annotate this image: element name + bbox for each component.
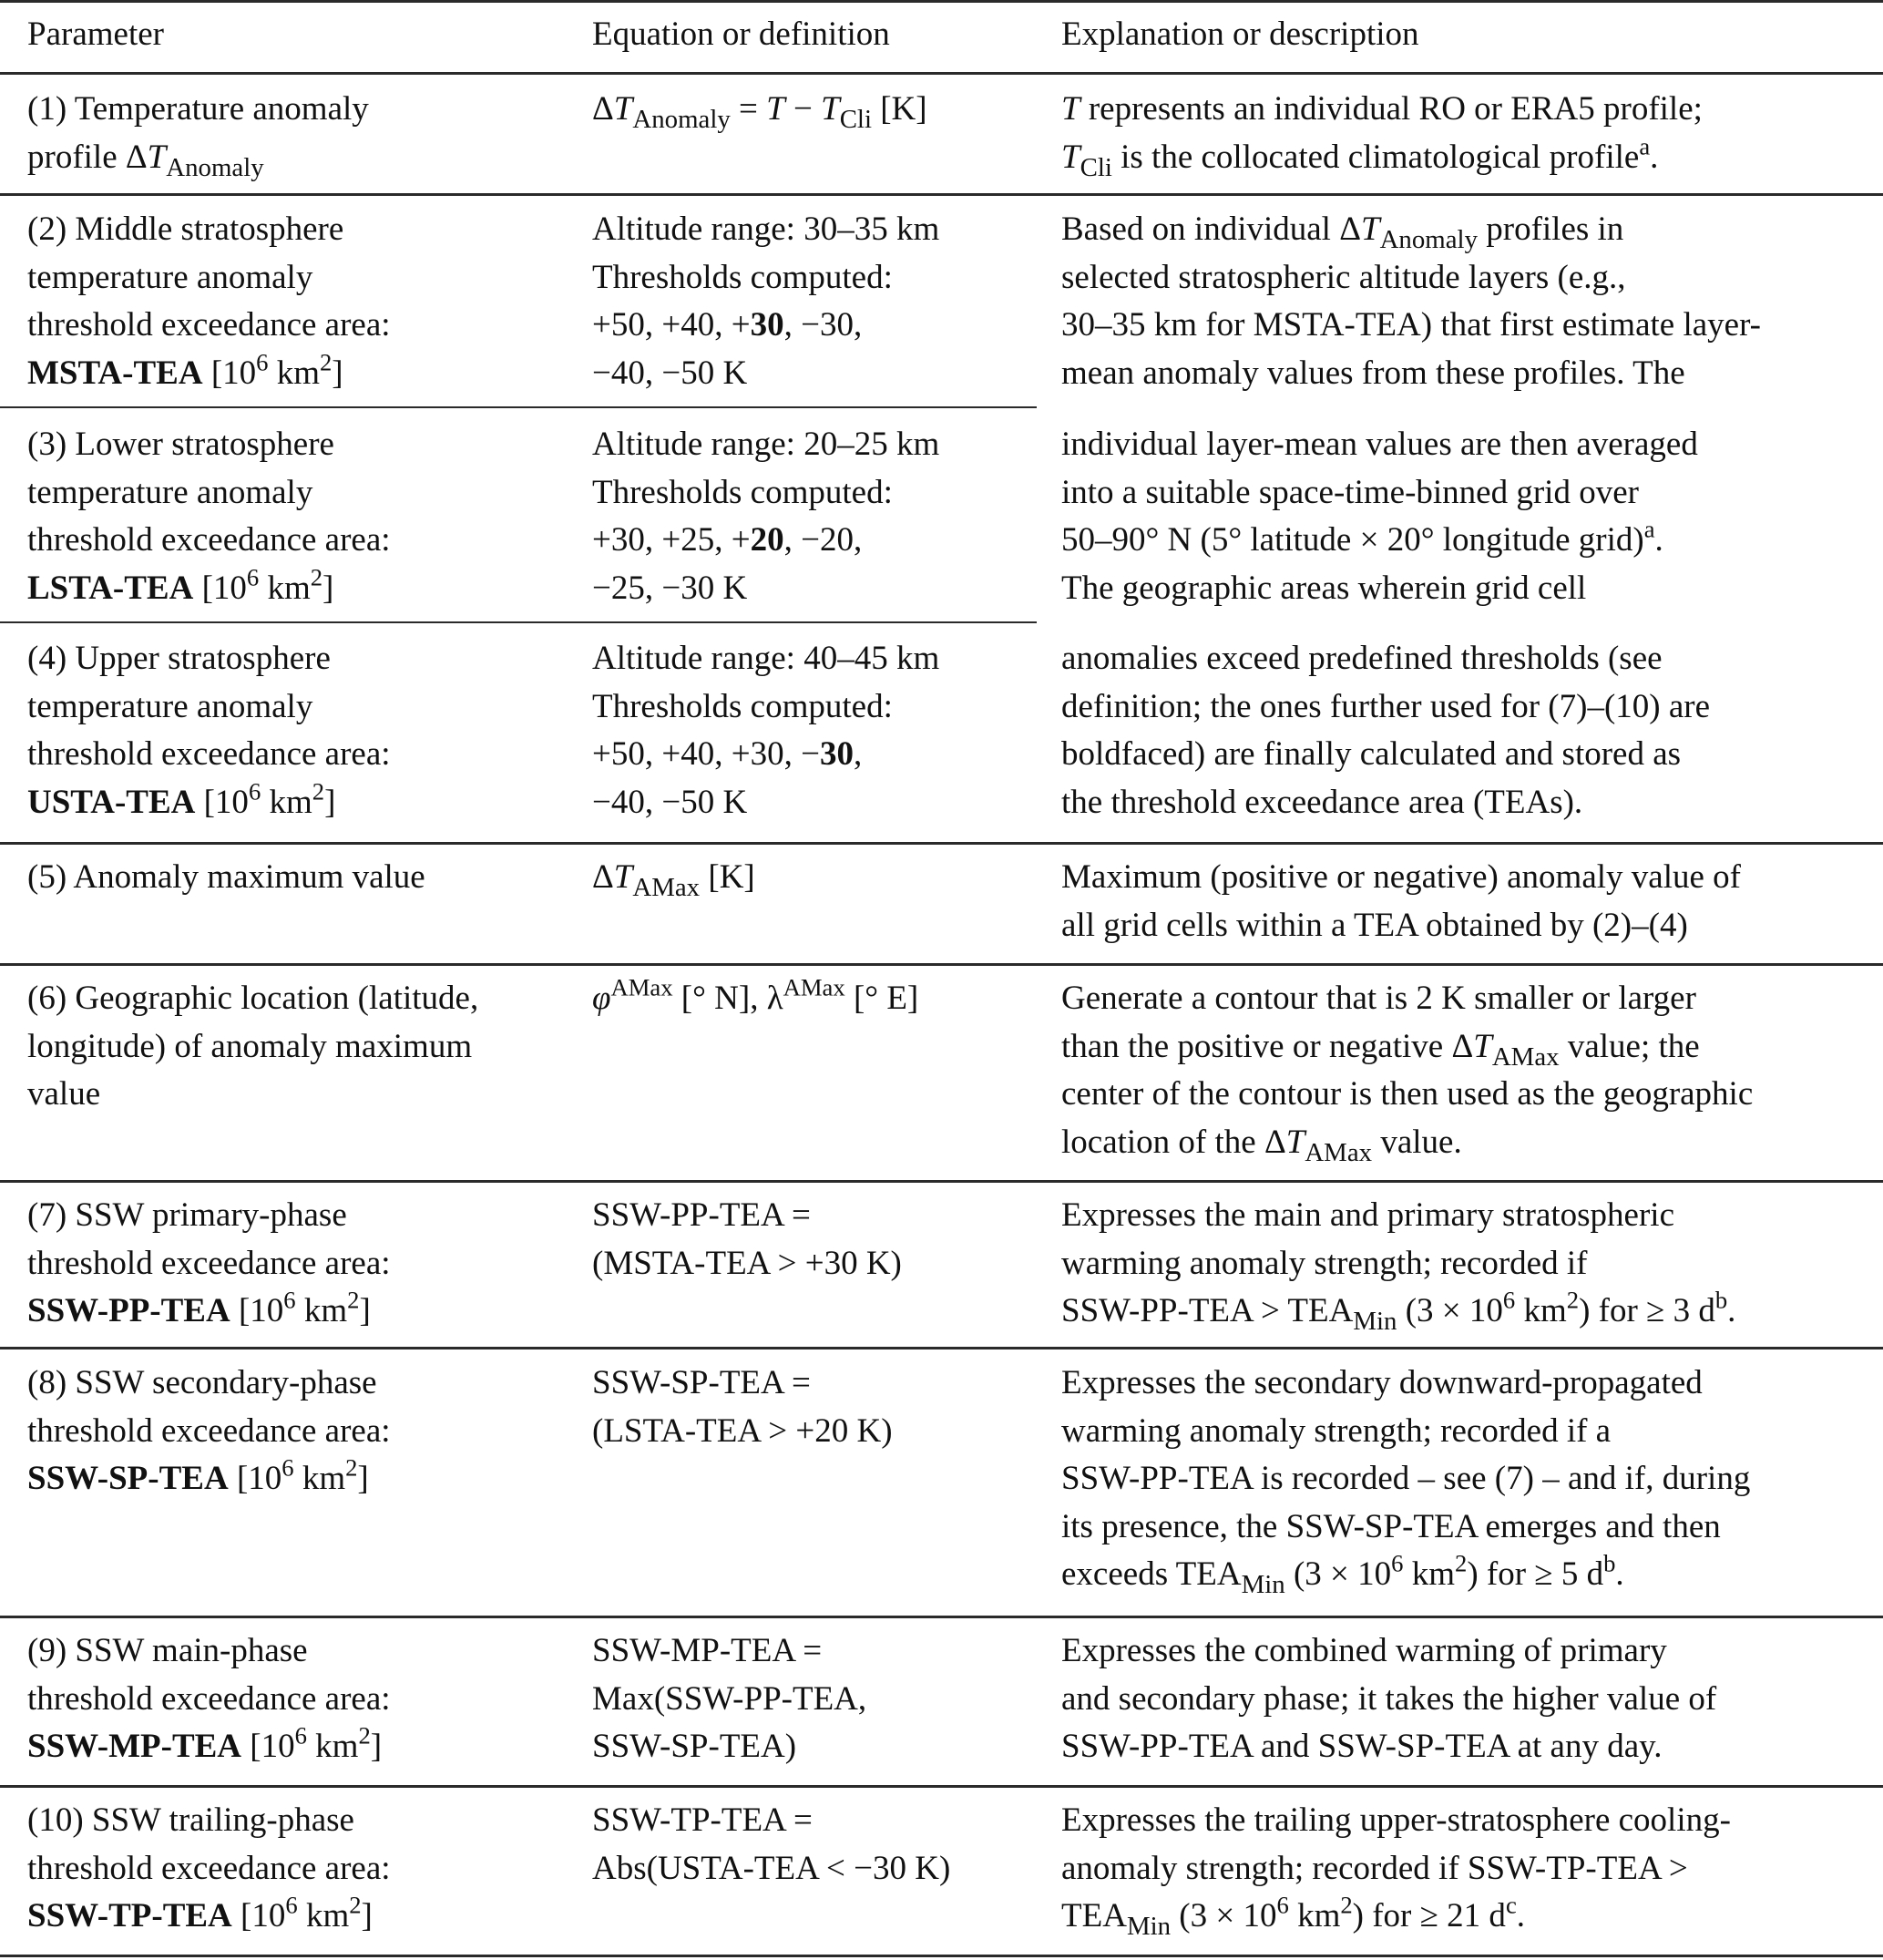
symbol-t: T (1473, 1027, 1492, 1065)
text-line: −40, −50 K (592, 354, 748, 392)
text-line: SSW-MP-TEA = (592, 1632, 823, 1669)
text-line (27, 776, 391, 827)
text-line (592, 731, 939, 779)
unit: km (268, 354, 320, 392)
text: value. (1372, 1123, 1462, 1161)
parameter-abbreviation: SSW-SP-TEA (27, 1460, 229, 1497)
unit: ] (361, 1897, 373, 1934)
subscript: AMax (1491, 1042, 1560, 1072)
superscript: 2 (319, 347, 333, 375)
equation-cell (592, 1627, 866, 1771)
row-divider (0, 1785, 1883, 1788)
unit: ] (324, 783, 336, 821)
row-divider (0, 193, 1883, 196)
table-bottom-rule (0, 1955, 1883, 1957)
text-line (27, 1288, 391, 1336)
description-cell (1061, 86, 1703, 181)
equation-cell (592, 635, 939, 826)
text-line (592, 302, 939, 350)
row-divider (0, 963, 1883, 966)
text-line: Thresholds computed: (592, 258, 893, 296)
description-cell (1061, 1797, 1731, 1941)
row-divider (0, 1616, 1883, 1618)
parameter-cell (27, 1360, 391, 1503)
superscript: 6 (294, 1721, 307, 1750)
text: exceeds TEA (1061, 1555, 1242, 1593)
text-line: and secondary phase; it takes the higher value of (1061, 1679, 1717, 1718)
text-line: definition; the ones further used for (7)–(10) are (1061, 687, 1710, 725)
text-line: 30–35 km for MSTA-TEA) that first estimate layer- (1061, 306, 1761, 344)
delta-t: ΔT (125, 138, 167, 176)
text-line (27, 1455, 391, 1503)
text-line: SSW-SP-TEA) (592, 1728, 797, 1765)
unit: [10 (202, 354, 257, 392)
parameter-cell (27, 86, 369, 181)
parameter-abbreviation: SSW-PP-TEA (27, 1292, 230, 1329)
text-line: Thresholds computed: (592, 687, 893, 725)
text-line: (2) Middle stratosphere (27, 210, 344, 248)
text: . (1516, 1897, 1526, 1934)
text-line: (10) SSW trailing-phase (27, 1801, 354, 1839)
parameter-cell (27, 635, 391, 826)
text: +50, +40, +30, − (592, 735, 820, 773)
superscript: AMax (783, 973, 845, 1001)
text: km (1515, 1292, 1567, 1329)
text: SSW-PP-TEA > TEA (1061, 1292, 1354, 1329)
equation-cell (592, 975, 918, 1023)
superscript: 6 (285, 1891, 298, 1919)
equation-cell (592, 206, 939, 397)
symbol-lambda: λ (766, 980, 783, 1017)
text: , −30, (783, 306, 863, 344)
unit: km (261, 783, 312, 821)
header-parameter: Parameter (27, 15, 164, 53)
symbol-t: T (1061, 90, 1080, 128)
text-line: individual layer-mean values are then averaged (1061, 426, 1698, 463)
description-cell (1061, 854, 1741, 949)
subscript: Cli (839, 105, 872, 135)
description-cell (1061, 975, 1753, 1166)
text-line: threshold exceedance area: (27, 1849, 391, 1887)
text-line: center of the contour is then used as the geographic (1061, 1075, 1754, 1113)
parameter-cell (27, 421, 391, 612)
text: . (1654, 521, 1663, 559)
text-line: anomaly strength; recorded if SSW-TP-TEA > (1061, 1849, 1688, 1887)
symbol-phi: φ (592, 980, 611, 1017)
text: 50–90° N (5° latitude × 20° longitude grid) (1061, 521, 1644, 559)
symbol-t: T (766, 90, 785, 128)
text-line: Maximum (positive or negative) anomaly value of (1061, 858, 1741, 896)
unit: ] (357, 1460, 369, 1497)
text: , (853, 735, 863, 773)
symbol-t: T (1361, 210, 1380, 248)
text-line: SSW-SP-TEA = (592, 1364, 811, 1401)
text-line: longitude) of anomaly maximum (27, 1027, 473, 1065)
symbol-t: T (613, 90, 633, 128)
text-line: Max(SSW-PP-TEA, (592, 1679, 867, 1718)
text-line: The geographic areas wherein grid cell (1061, 569, 1587, 607)
text: location of the Δ (1061, 1123, 1286, 1161)
subscript: Cli (1080, 152, 1112, 182)
parameter-abbreviation: SSW-MP-TEA (27, 1728, 242, 1765)
text-line: temperature anomaly (27, 687, 313, 725)
text-line: −40, −50 K (592, 783, 748, 821)
text-line: −25, −30 K (592, 569, 748, 607)
row-divider (0, 1180, 1883, 1183)
unit: [10 (228, 1460, 282, 1497)
unit: [10 (193, 569, 247, 607)
superscript: AMax (610, 973, 673, 1001)
text-line (27, 134, 369, 182)
text-line (1061, 1551, 1750, 1599)
description-cell (1061, 1360, 1750, 1599)
text: ) for ≥ 21 d (1352, 1897, 1506, 1934)
text-line: (9) SSW main-phase (27, 1632, 308, 1669)
text-line: Expresses the combined warming of primary (1061, 1632, 1667, 1669)
text-line: mean anomaly values from these profiles. The (1061, 354, 1685, 392)
text: (3 × 10 (1397, 1292, 1503, 1329)
symbol-t: T (1285, 1123, 1305, 1161)
text: , −20, (783, 521, 863, 559)
unit: [° N], (672, 980, 767, 1017)
row-divider-partial (0, 621, 1037, 623)
text-line: its presence, the SSW-SP-TEA emerges and then (1061, 1507, 1721, 1545)
text-line: SSW-PP-TEA = (592, 1196, 811, 1234)
text-line (1061, 517, 1761, 565)
delta: Δ (592, 90, 614, 128)
equals: = (730, 90, 767, 128)
text-line (1061, 1893, 1731, 1941)
text-line: Expresses the trailing upper-stratosphere cooling- (1061, 1801, 1731, 1839)
text-line (592, 854, 755, 902)
subscript: Anomaly (166, 152, 264, 182)
equation-cell (592, 1192, 902, 1288)
equation-cell (592, 1797, 950, 1893)
row-divider (0, 842, 1883, 845)
text-line: into a suitable space-time-binned grid over (1061, 473, 1639, 511)
superscript: 2 (310, 562, 323, 590)
equation-cell (592, 1360, 893, 1455)
text: . (1650, 138, 1659, 176)
header-explanation: Explanation or description (1061, 15, 1419, 53)
text-line: (4) Upper stratosphere (27, 640, 331, 677)
superscript: 6 (1391, 1549, 1404, 1577)
footnote-marker: b (1714, 1286, 1728, 1314)
superscript: 6 (1276, 1891, 1289, 1919)
text: profiles in (1478, 210, 1624, 248)
parameter-abbreviation: LSTA-TEA (27, 569, 194, 607)
text-line: SSW-PP-TEA and SSW-SP-TEA at any day. (1061, 1728, 1663, 1765)
subscript: Min (1126, 1912, 1172, 1942)
parameter-cell (27, 1627, 391, 1771)
parameter-cell (27, 206, 391, 397)
text-line: Generate a contour that is 2 K smaller or larger (1061, 980, 1696, 1017)
symbol-t: T (613, 858, 633, 896)
bold-threshold: 30 (819, 735, 854, 773)
superscript: 2 (345, 1453, 358, 1482)
unit: [° E] (844, 980, 919, 1017)
text: +30, +25, + (592, 521, 751, 559)
row-divider-partial (0, 406, 1037, 408)
description-cell (1061, 1627, 1716, 1771)
parameter-cell (27, 975, 478, 1119)
text-line: Altitude range: 30–35 km (592, 210, 940, 248)
text-line: threshold exceedance area: (27, 306, 391, 344)
text-line (27, 1893, 391, 1941)
text-line: (5) Anomaly maximum value (27, 858, 425, 896)
text-line (1061, 1023, 1753, 1072)
header-equation: Equation or definition (592, 15, 890, 53)
superscript: 6 (281, 1453, 294, 1482)
subscript: AMax (632, 873, 701, 903)
merged-description-cell (1061, 206, 1761, 826)
text-line: threshold exceedance area: (27, 735, 391, 773)
delta: Δ (592, 858, 614, 896)
text-line: all grid cells within a TEA obtained by (2)–(4) (1061, 906, 1688, 944)
description-cell (1061, 1192, 1735, 1336)
unit: ] (322, 569, 334, 607)
text-line (592, 975, 918, 1023)
text: value; the (1559, 1027, 1700, 1065)
text-line (1061, 1288, 1735, 1336)
text-line (27, 347, 391, 398)
equation-cell (592, 86, 927, 134)
superscript: 2 (1566, 1286, 1580, 1314)
text-line: SSW-PP-TEA is recorded – see (7) – and if, during (1061, 1460, 1751, 1497)
superscript: 2 (312, 776, 325, 805)
superscript: 6 (1502, 1286, 1516, 1314)
text-line: threshold exceedance area: (27, 1411, 391, 1450)
superscript: 2 (1455, 1549, 1468, 1577)
text: +50, +40, + (592, 306, 751, 344)
superscript: 2 (358, 1721, 371, 1750)
text-line (1061, 206, 1761, 254)
superscript: 6 (283, 1286, 296, 1314)
text-line (592, 86, 927, 134)
text-line: Expresses the secondary downward-propagated (1061, 1364, 1703, 1401)
superscript: 2 (1340, 1891, 1353, 1919)
text-line (27, 562, 391, 613)
text-line: threshold exceedance area: (27, 1244, 391, 1282)
unit: [10 (195, 783, 249, 821)
text-line: (3) Lower stratosphere (27, 426, 334, 463)
text: profile (27, 138, 126, 176)
text-line (1061, 1119, 1753, 1167)
subscript: Min (1353, 1307, 1397, 1337)
text-line: (7) SSW primary-phase (27, 1196, 347, 1234)
superscript: 6 (256, 347, 269, 375)
unit: km (295, 1292, 348, 1329)
text: . (1727, 1292, 1736, 1329)
parameter-abbreviation: MSTA-TEA (27, 354, 203, 392)
footnote-marker: a (1639, 131, 1651, 159)
superscript: 2 (349, 1891, 362, 1919)
text: is the collocated climatological profile (1111, 138, 1640, 176)
text: TEA (1061, 1897, 1127, 1934)
subscript: Min (1241, 1570, 1285, 1600)
header-bottom-rule (0, 72, 1883, 75)
text: km (1403, 1555, 1455, 1593)
subscript: AMax (1305, 1137, 1373, 1167)
text-line: Altitude range: 20–25 km (592, 426, 940, 463)
subscript: Anomaly (632, 105, 731, 135)
text-line: (MSTA-TEA > +30 K) (592, 1244, 902, 1282)
text: (3 × 10 (1171, 1897, 1277, 1934)
unit: ] (359, 1292, 371, 1329)
unit: km (293, 1460, 346, 1497)
superscript: 6 (246, 562, 260, 590)
unit: km (297, 1897, 350, 1934)
subscript: Anomaly (1379, 225, 1478, 255)
parameter-cell (27, 1797, 391, 1941)
bold-threshold: 20 (750, 521, 784, 559)
bold-threshold: 30 (750, 306, 784, 344)
footnote-marker: b (1603, 1549, 1616, 1577)
unit: ] (332, 354, 343, 392)
unit: [10 (231, 1897, 286, 1934)
row-divider (0, 1347, 1883, 1349)
unit: [10 (241, 1728, 295, 1765)
table-top-rule (0, 0, 1883, 3)
unit: [K] (700, 858, 755, 896)
text-line: temperature anomaly (27, 258, 313, 296)
parameter-abbreviation: SSW-TP-TEA (27, 1897, 232, 1934)
symbol-t: T (147, 138, 167, 176)
text-line: boldfaced) are finally calculated and stored as (1061, 735, 1682, 773)
text: . (1615, 1555, 1624, 1593)
text-line: Expresses the main and primary stratospheric (1061, 1196, 1674, 1234)
text-line: (8) SSW secondary-phase (27, 1364, 377, 1401)
parameter-cell (27, 1192, 391, 1336)
minus: − (784, 90, 822, 128)
unit: km (306, 1728, 359, 1765)
text: (3 × 10 (1284, 1555, 1392, 1593)
superscript: 2 (347, 1286, 360, 1314)
text-line: temperature anomaly (27, 473, 313, 511)
text: represents an individual RO or ERA5 profile; (1080, 90, 1703, 128)
text-line: anomalies exceed predefined thresholds (see (1061, 640, 1663, 677)
text-line: threshold exceedance area: (27, 521, 391, 559)
unit: [10 (230, 1292, 284, 1329)
text-line: threshold exceedance area: (27, 1679, 391, 1718)
unit: km (259, 569, 311, 607)
symbol-t: T (821, 90, 840, 128)
text-line (27, 1723, 391, 1771)
text-line: (1) Temperature anomaly (27, 90, 369, 128)
text-line: warming anomaly strength; recorded if (1061, 1244, 1588, 1282)
footnote-marker: c (1505, 1891, 1517, 1919)
text-line (1061, 86, 1703, 134)
unit: ] (370, 1728, 383, 1765)
symbol-t: T (1061, 138, 1080, 176)
text: ) for ≥ 5 d (1467, 1555, 1604, 1593)
text-line: Altitude range: 40–45 km (592, 640, 940, 677)
footnote-marker: a (1643, 515, 1655, 543)
text: km (1288, 1897, 1341, 1934)
parameter-cell (27, 854, 425, 902)
unit: [K] (871, 90, 927, 128)
equation-cell (592, 421, 939, 612)
text-line (592, 517, 939, 565)
parameter-abbreviation: USTA-TEA (27, 783, 196, 821)
text-line: selected stratospheric altitude layers (e.g., (1061, 258, 1626, 296)
superscript: 6 (248, 776, 261, 805)
equation-cell (592, 854, 755, 902)
text-line: SSW-TP-TEA = (592, 1801, 813, 1839)
text: ) for ≥ 3 d (1579, 1292, 1715, 1329)
text-line: Abs(USTA-TEA < −30 K) (592, 1849, 951, 1887)
text: Based on individual Δ (1061, 210, 1362, 248)
text: than the positive or negative Δ (1061, 1027, 1474, 1065)
text-line: the threshold exceedance area (TEAs). (1061, 783, 1583, 821)
text-line: value (27, 1075, 101, 1113)
text-line: warming anomaly strength; recorded if a (1061, 1411, 1612, 1450)
text-line (1061, 131, 1703, 182)
text-line: (6) Geographic location (latitude, (27, 980, 479, 1017)
text-line: Thresholds computed: (592, 473, 893, 511)
text-line: (LSTA-TEA > +20 K) (592, 1411, 893, 1450)
